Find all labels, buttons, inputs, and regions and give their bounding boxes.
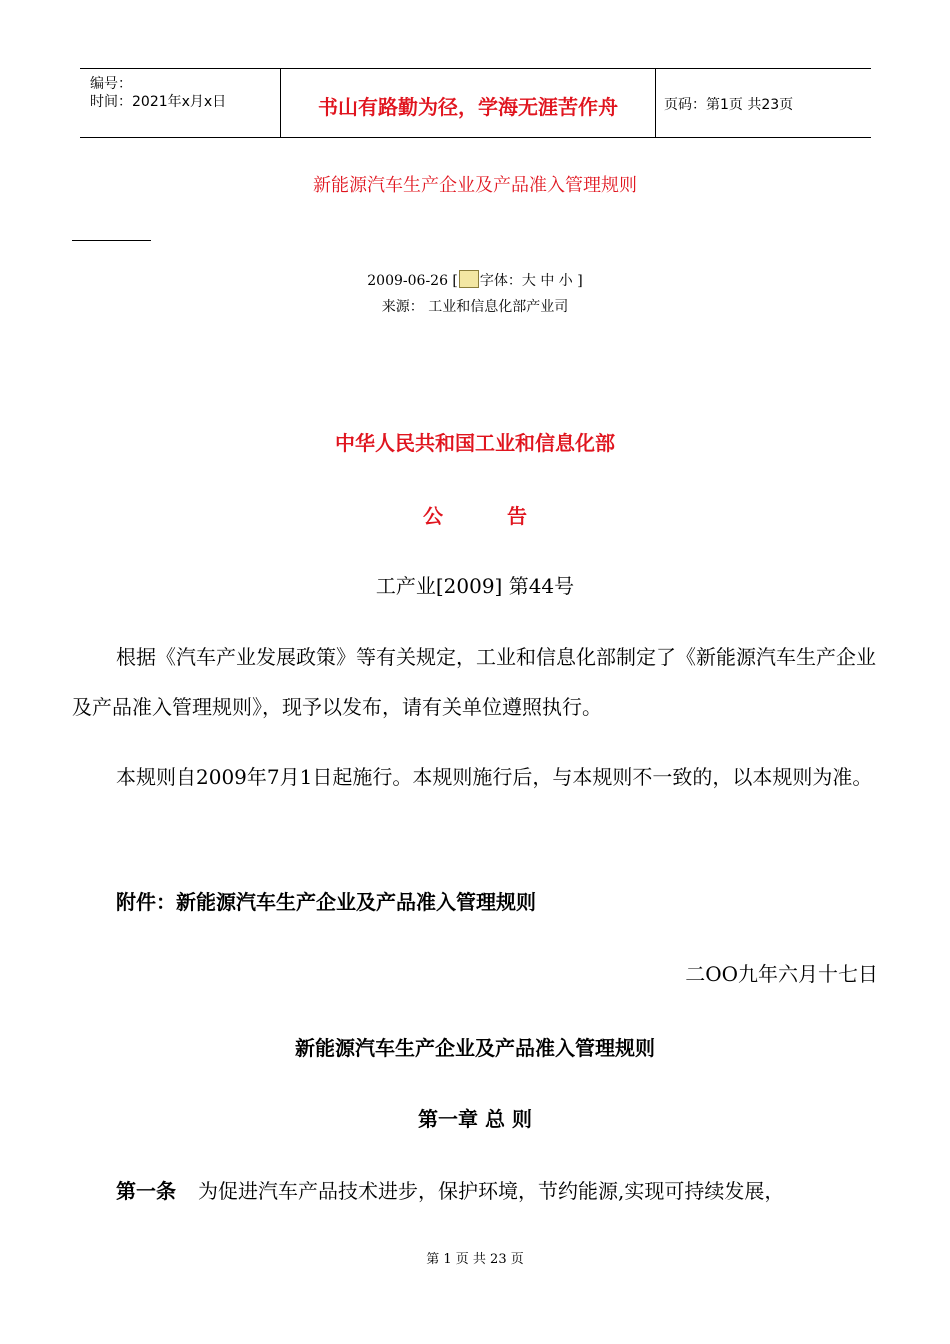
source-line: 来源： 工业和信息化部产业司: [381, 299, 569, 315]
motto: 书山有路勤为径，学海无涯苦作舟: [318, 95, 618, 119]
article-text: 为促进汽车产品技术进步，保护环境，节约能源,实现可持续发展，: [198, 1179, 785, 1203]
page-label: 页码：第1页 共23页: [664, 97, 794, 113]
body-paragraph-2: 本规则自2009年7月1日起施行。本规则施行后，与本规则不一致的，以本规则为准。: [116, 765, 873, 789]
header-meta-cell: [80, 69, 280, 137]
article-label: 第一条: [116, 1179, 176, 1203]
notice-heading: 公告: [423, 504, 591, 528]
rules-title: 新能源汽车生产企业及产品准入管理规则: [295, 1036, 655, 1060]
date-font-line: [0, 270, 950, 290]
signing-date: 二OO九年六月十七日: [685, 962, 878, 986]
body-paragraph-1: 根据《汽车产业发展政策》等有关规定，工业和信息化部制定了《新能源汽车生产企业及产品准入管理规则》，现予以发布，请有关单位遵照执行。: [72, 645, 876, 719]
print-icon[interactable]: [459, 270, 479, 288]
font-size-selector[interactable]: 字体：大 中 小 ]: [479, 273, 583, 289]
chapter-heading: 第一章 总 则: [418, 1107, 532, 1131]
document-title: 新能源汽车生产企业及产品准入管理规则: [313, 175, 637, 196]
number-label: 编号：: [90, 76, 132, 92]
page-footer: 第 1 页 共 23 页: [426, 1252, 524, 1267]
header-table: [80, 68, 871, 138]
attachment-line: 附件：新能源汽车生产企业及产品准入管理规则: [116, 890, 536, 914]
document-number: 工产业[2009] 第44号: [375, 574, 575, 598]
header-page-cell: [655, 69, 871, 137]
article-1: [116, 1175, 784, 1204]
divider-line: [72, 240, 151, 241]
time-label: 时间：2021年x月x日: [90, 94, 227, 110]
header-motto-cell: [280, 69, 656, 137]
publish-date: 2009-06-26 [: [367, 273, 458, 289]
ministry-heading: 中华人民共和国工业和信息化部: [335, 431, 615, 455]
